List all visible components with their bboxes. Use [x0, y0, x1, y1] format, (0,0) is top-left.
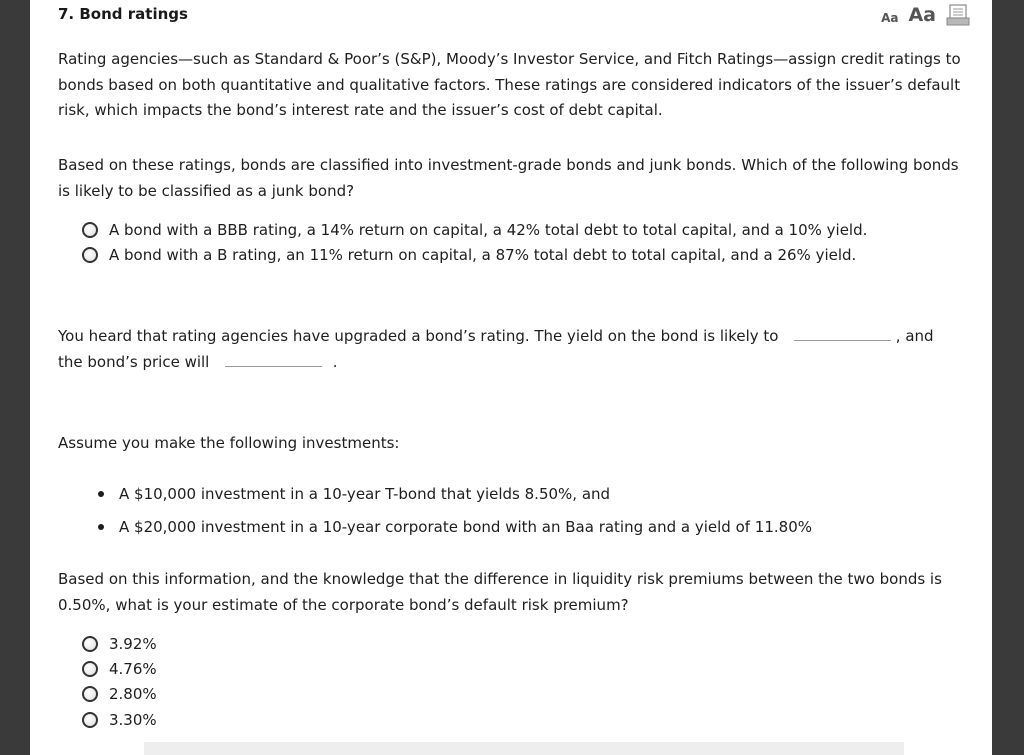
option-label: A bond with a BBB rating, a 14% return on capital, a 42% total debt to total capital, and a 10% yield. — [109, 221, 868, 239]
font-increase-button[interactable]: Aa — [908, 4, 936, 26]
radio-button[interactable] — [82, 636, 98, 652]
part2-text: . — [332, 352, 338, 371]
part2-sentence — [58, 324, 973, 375]
option-label: 3.92% — [109, 635, 157, 653]
bullet-icon — [98, 524, 104, 530]
question-number: 7. — [58, 5, 75, 23]
part1-option[interactable] — [82, 219, 867, 241]
part3-option[interactable] — [82, 683, 157, 705]
list-item — [98, 485, 610, 503]
bullet-icon — [98, 491, 104, 497]
question-panel — [30, 0, 992, 755]
radio-button[interactable] — [82, 686, 98, 702]
radio-button[interactable] — [82, 222, 98, 238]
part3-option[interactable] — [82, 658, 157, 680]
question-title — [58, 5, 188, 23]
part1-prompt: Based on these ratings, bonds are classified into investment-grade bonds and junk bonds. Which of the following bonds is likely to be classified as a junk bond? — [58, 156, 959, 200]
radio-button[interactable] — [82, 712, 98, 728]
part2-text: You heard that rating agencies have upgraded a bond’s rating. The yield on the bond is likely to — [58, 327, 779, 345]
part3-prompt: Based on this information, and the knowledge that the difference in liquidity risk premiums between the two bonds is 0.50%, what is your estimate of the corporate bond’s default risk premium? — [58, 570, 942, 614]
question-title-text: Bond ratings — [79, 5, 188, 23]
bottom-strip — [144, 742, 904, 755]
font-decrease-button[interactable]: Aa — [881, 11, 899, 25]
option-label: A bond with a B rating, an 11% return on capital, a 87% total debt to total capital, and a 26% yield. — [109, 246, 857, 264]
part3-option[interactable] — [82, 709, 157, 731]
bullet-text: A $10,000 investment in a 10-year T-bond that yields 8.50%, and — [119, 485, 611, 503]
yield-dropdown[interactable] — [794, 326, 891, 341]
option-label: 4.76% — [109, 660, 157, 678]
bullet-text: A $20,000 investment in a 10-year corporate bond with an Baa rating and a yield of 11.80% — [119, 518, 812, 536]
toolbar — [881, 4, 970, 26]
part2-text: , and — [895, 327, 934, 345]
part2-text: the bond’s price will — [58, 352, 210, 371]
part3-option[interactable] — [82, 633, 157, 655]
intro-paragraph: Rating agencies—such as Standard & Poor’s (S&P), Moody’s Investor Service, and Fitch Ratings—assign credit ratings to bonds based on both quantitative and qualitative factors. These ratings are considered indicators of the issuer’s default risk, which impacts the bond’s interest rate and the issuer’s cost of debt capital. — [58, 50, 961, 119]
option-label: 2.80% — [109, 685, 157, 703]
part1-option[interactable] — [82, 244, 856, 266]
print-icon[interactable] — [946, 4, 970, 26]
price-dropdown[interactable] — [225, 352, 322, 367]
radio-button[interactable] — [82, 247, 98, 263]
option-label: 3.30% — [109, 711, 157, 729]
radio-button[interactable] — [82, 661, 98, 677]
part3-lead: Assume you make the following investments: — [58, 434, 400, 452]
list-item — [98, 518, 812, 536]
